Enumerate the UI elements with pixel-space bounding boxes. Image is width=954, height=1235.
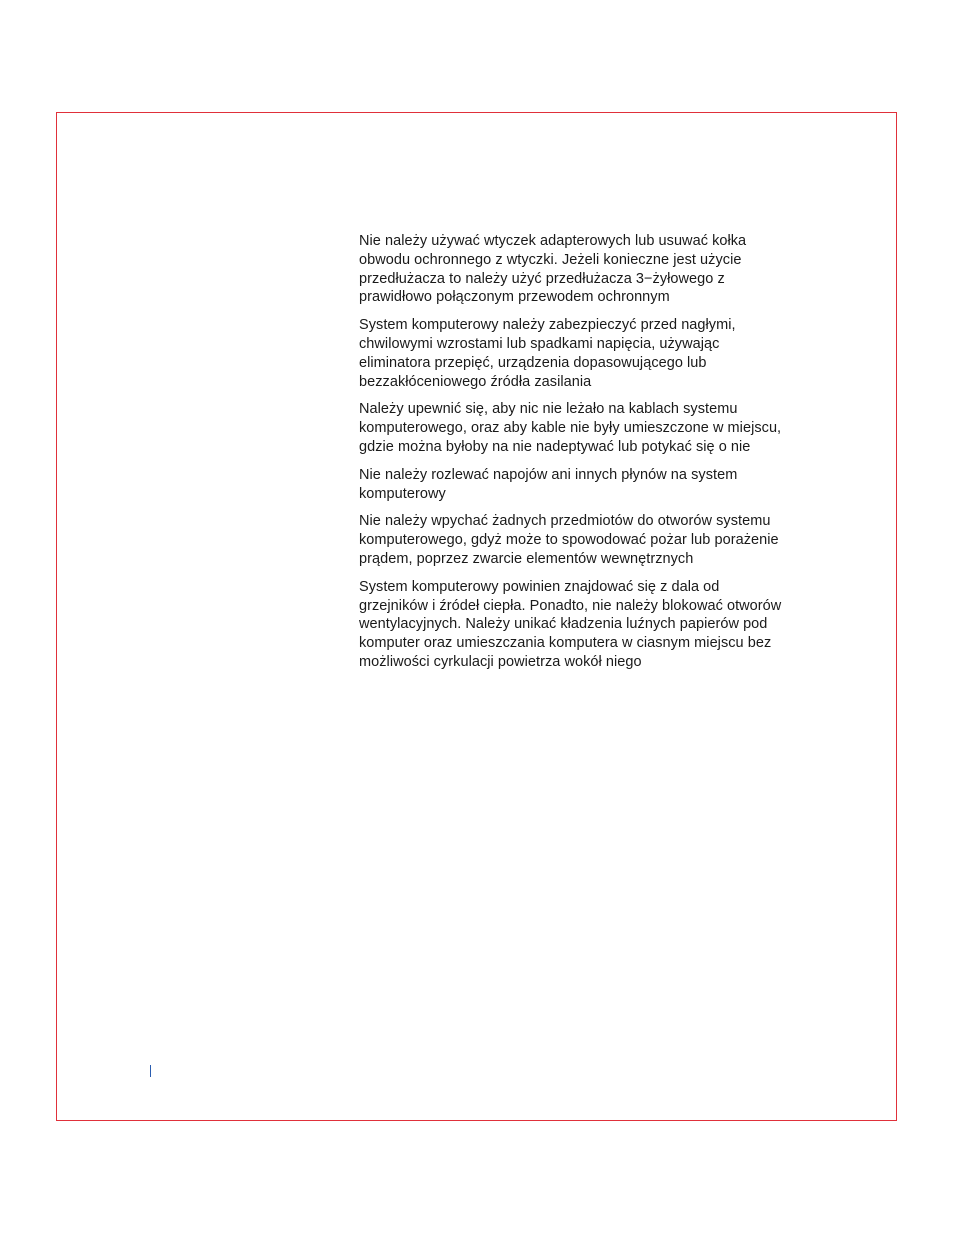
paragraph-cables: Należy upewnić się, aby nic nie leżało na kablach systemu komputerowego, oraz aby kable nie były umieszczone w miejscu, gdzie można byłoby na nie nadeptywać lub potykać się o nie [359, 401, 782, 455]
safety-instructions [359, 232, 821, 681]
paragraph-liquids: Nie należy rozlewać napojów ani innych płynów na system komputerowy [359, 466, 738, 502]
footer-marker [150, 1065, 151, 1077]
paragraph-surge-protection: System komputerowy należy zabezpieczyć przed nagłymi, chwilowymi wzrostami lub spadkami napięcia, używając eliminatora przepięć, urządzenia dopasowującego lub bezzakłóceniowego źródła zasilania [359, 317, 736, 390]
paragraph-ventilation: System komputerowy powinien znajdować się z dala od grzejników i źródeł ciepła. Ponadto, nie należy blokować otworów wentylacyjnych. Należy unikać kładzenia luźnych papierów pod komputer oraz umieszczania komputera w ciasnym miejscu bez możliwości cyrkulacji powietrza wokół niego [359, 578, 782, 670]
paragraph-objects-in-openings: Nie należy wpychać żadnych przedmiotów do otworów systemu komputerowego, gdyż może to spowodować pożar lub porażenie prądem, poprzez zwarcie elementów wewnętrznych [359, 513, 779, 567]
paragraph-adapter-plugs: Nie należy używać wtyczek adapterowych lub usuwać kołka obwodu ochronnego z wtyczki. Jeżeli konieczne jest użycie przedłużacza to należy użyć przedłużacza 3−żyłowego z prawidłowo połączonym przewodem ochronnym [359, 233, 747, 306]
